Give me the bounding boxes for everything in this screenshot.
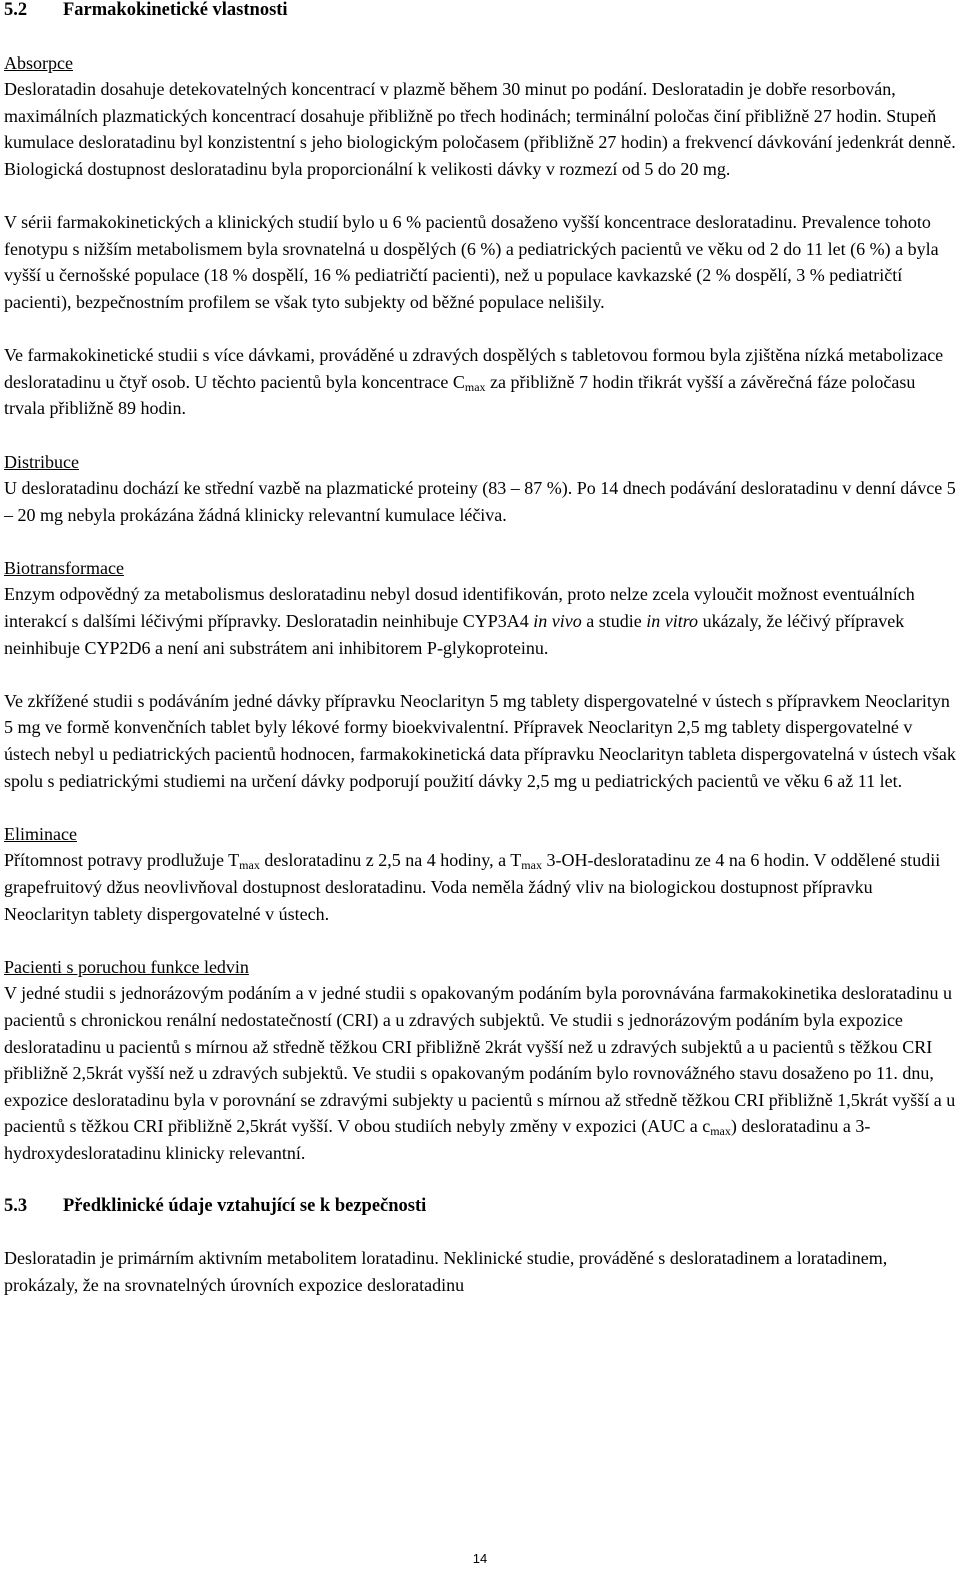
section-number: 5.2: [4, 0, 28, 20]
distribuce-paragraph-1: U desloratadinu dochází ke střední vazbě na plazmatické proteiny (83 – 87 %). Po 14 dnech podávání desloratadinu v denní dávce 5 – 20 mg nebyla prokázána žádná klinicky relevantní kumulace léčiva.: [4, 478, 956, 525]
text-run: V jedné studii s jednorázovým podáním a v jedné studii s opakovaným podáním byla porovnávána farmakokinetika desloratadinu u pacientů s chronickou renální nedostatečností (CRI) a u zdravých subjektů. Ve studii s jednorázovým podáním byla expozice desloratadinu u pacientů s mírnou až středně těžkou CRI přibližně 2krát vyšší než u zdravých subjektů a u pacientů s těžkou CRI přibližně 2,5krát vyšší než u zdravých subjektů. Ve studii s opakovaným podáním bylo rovnovážného stavu dosaženo po 11. dnu, expozice desloratadinu byla v porovnání se zdravými subjekty u pacientů s mírnou až středně těžkou CRI přibližně 1,5krát vyšší a u pacientů s těžkou CRI přibližně 2,5krát vyšší. V obou studiích nebyly změny v expozici (AUC a c: [4, 983, 956, 1137]
ledviny-paragraph-1: [4, 980, 956, 1166]
text-run: za přibližně 7 hodin třikrát vyšší a závěrečná fáze poločasu trvala přibližně 89 hodin.: [4, 371, 916, 419]
italic-text: in vivo: [533, 611, 582, 632]
text-run: ukázaly, že léčivý přípravek neinhibuje CYP2D6 a není ani substrátem ani inhibitorem P-glykoproteinu.: [4, 611, 905, 658]
subscript: max: [464, 379, 486, 394]
distribuce-heading: Distribuce: [4, 451, 79, 472]
document-page: [4, 0, 956, 1298]
text-run: Přítomnost potravy prodlužuje T: [4, 850, 240, 871]
eliminace-section: [4, 821, 956, 927]
italic-text: in vitro: [646, 611, 699, 632]
eliminace-heading: Eliminace: [4, 823, 77, 844]
distribuce-section: [4, 449, 956, 529]
section-title: Předklinické údaje vztahující se k bezpečnosti: [63, 1195, 427, 1216]
ledviny-heading: Pacienti s poruchou funkce ledvin: [4, 956, 249, 977]
biotransformace-section: [4, 555, 956, 794]
subscript: max: [710, 1124, 731, 1139]
text-run: 3-OH-desloratadinu ze 4 na 6 hodin. V oddělené studii grapefruitový džus neovlivňoval dostupnost desloratadinu. Voda neměla žádný vliv na biologickou dostupnost přípravku Neoclarityn tablety dispergovatelné v ústech.: [4, 850, 941, 924]
biotransformace-paragraph-2: Ve zkřížené studii s podáváním jedné dávky přípravku Neoclarityn 5 mg tablety dispergovatelné v ústech s přípravkem Neoclarityn 5 mg ve formě konvenčních tablet byly lékové formy bioekvivalentní. Přípravek Neoclarityn 2,5 mg tablety dispergovatelné v ústech nebyl u pediatrických pacientů hodnocen, farmakokinetická data přípravku Neoclarityn tableta dispergovatelná v ústech však spolu s pediatrickými studiemi na určení dávky podporují použití dávky 2,5 mg u pediatrických pacientů ve věku 6 až 11 let.: [4, 690, 956, 791]
text-run: desloratadinu z 2,5 na 4 hodiny, a T: [259, 850, 522, 871]
absorpce-paragraph-3: [4, 342, 956, 422]
page-number: 14: [472, 1551, 488, 1566]
absorpce-heading: Absorpce: [4, 52, 73, 73]
text-run: ) desloratadinu a 3-hydroxydesloratadinu klinicky relevantní.: [4, 1116, 871, 1163]
section-title: Farmakokinetické vlastnosti: [63, 0, 288, 20]
biotransformace-heading: Biotransformace: [4, 557, 124, 578]
eliminace-paragraph-1: [4, 847, 956, 927]
section-number: 5.3: [4, 1195, 28, 1216]
biotransformace-paragraph-1: [4, 581, 956, 661]
absorpce-paragraph-1: Desloratadin dosahuje detekovatelných koncentrací v plazmě během 30 minut po podání. Desloratadin je dobře resorbován, maximálních plazmatických koncentrací dosahuje přibližně po třech hodinách; terminální poločas činí přibližně 27 hodin. Stupeň kumulace desloratadinu byl konzistentní s jeho biologickým poločasem (přibližně 27 hodin) a frekvencí dávkování jedenkrát denně. Biologická dostupnost desloratadinu byla proporcionální k velikosti dávky v rozmezí od 5 do 20 mg.: [4, 79, 956, 179]
section-heading-5-2: [4, 0, 956, 23]
text-run: a studie: [581, 611, 647, 632]
section-5-3-paragraph-1: Desloratadin je primárním aktivním metabolitem loratadinu. Neklinické studie, prováděné s desloratadinem a loratadinem, prokázaly, že na srovnatelných úrovních expozice desloratadinu: [4, 1248, 888, 1295]
text-run: Enzym odpovědný za metabolismus desloratadinu nebyl dosud identifikován, proto nelze zcela vyloučit možnost eventuálních interakcí s dalšími léčivými přípravky. Desloratadin neinhibuje CYP3A4: [4, 584, 915, 632]
ledviny-section: [4, 954, 956, 1167]
text-run: Ve farmakokinetické studii s více dávkami, prováděné u zdravých dospělých s tabletovou formou byla zjištěna nízká metabolizace desloratadinu u čtyř osob. U těchto pacientů byla koncentrace C: [4, 345, 944, 392]
absorpce-paragraph-2: V sérii farmakokinetických a klinických studií bylo u 6 % pacientů dosaženo vyšší koncentrace desloratadinu. Prevalence tohoto fenotypu s nižším metabolismem byla srovnatelná u dospělých (6 %) a pediatrických pacientů ve věku od 2 do 11 let (6 %) a byla vyšší u černošské populace (18 % dospělí, 16 % pediatričtí pacienti), než u populace kavkazské (2 % dospělí, 3 % pediatričtí pacienti), bezpečnostním profilem se však tyto subjekty od běžné populace nelišily.: [4, 212, 939, 312]
absorpce-section: [4, 50, 956, 422]
subscript: max: [521, 858, 542, 873]
subscript: max: [239, 858, 260, 873]
section-heading-5-3: [4, 1193, 956, 1219]
